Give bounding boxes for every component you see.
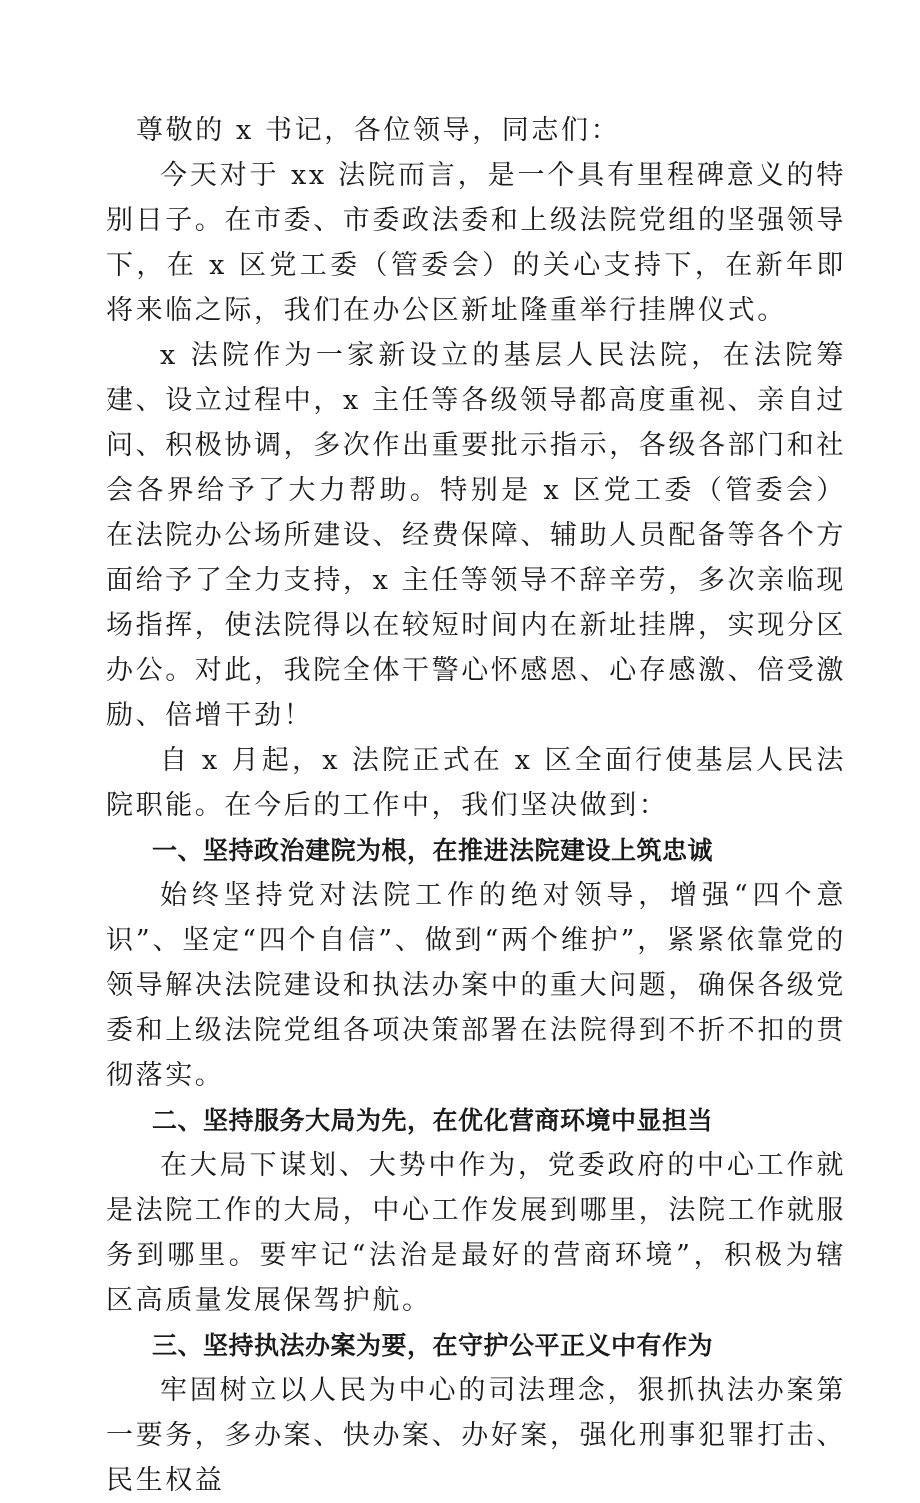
section-body-3: 牢固树立以人民为中心的司法理念，狠抓执法办案第一要务，多办案、快办案、办好案，强化刑事犯罪打击、民生权益 [106,1375,846,1496]
paragraph-background: x 法院作为一家新设立的基层人民法院，在法院筹建、设立过程中，x 主任等各级领导都高度重视、亲自过问、积极协调，多次作出重要批示指示，各级各部门和社会各界给予了大力帮助。特别是 x 区党工委（管委会）在法院办公场所建设、经费保障、辅助人员配备等各个方面给予了全力支持，x 主任等领导不辞辛劳，多次亲临现场指挥，使法院得以在较短时间内在新址挂牌，实现分区办公。对此，我院全体干警心怀感恩、心存感激、倍受激励、倍增干劲！ [106,340,846,731]
section-heading-2: 二、坚持服务大局为先，在优化营商环境中显担当 [152,1106,714,1135]
section-heading-1: 一、坚持政治建院为根，在推进法院建设上筑忠诚 [152,836,714,865]
paragraph-intro: 今天对于 xx 法院而言，是一个具有里程碑意义的特别日子。在市委、市委政法委和上级法院党组的坚强领导下，在 x 区党工委（管委会）的关心支持下，在新年即将来临之际，我们在办公区新址隆重举行挂牌仪式。 [106,160,846,326]
document-page [106,108,846,1503]
section-body-2: 在大局下谋划、大势中作为，党委政府的中心工作就是法院工作的大局，中心工作发展到哪里，法院工作就服务到哪里。要牢记“法治是最好的营商环境”，积极为辖区高质量发展保驾护航。 [106,1150,846,1316]
paragraph-commitment: 自 x 月起，x 法院正式在 x 区全面行使基层人民法院职能。在今后的工作中，我们坚决做到： [106,745,846,821]
section-body-1: 始终坚持党对法院工作的绝对领导，增强“四个意识”、坚定“四个自信”、做到“两个维护”，紧紧依靠党的领导解决法院建设和执法办案中的重大问题，确保各级党委和上级法院党组各项决策部署在法院得到不折不扣的贯彻落实。 [106,880,846,1091]
salutation: 尊敬的 x 书记，各位领导，同志们： [136,115,621,146]
section-heading-3: 三、坚持执法办案为要，在守护公平正义中有作为 [152,1331,714,1360]
